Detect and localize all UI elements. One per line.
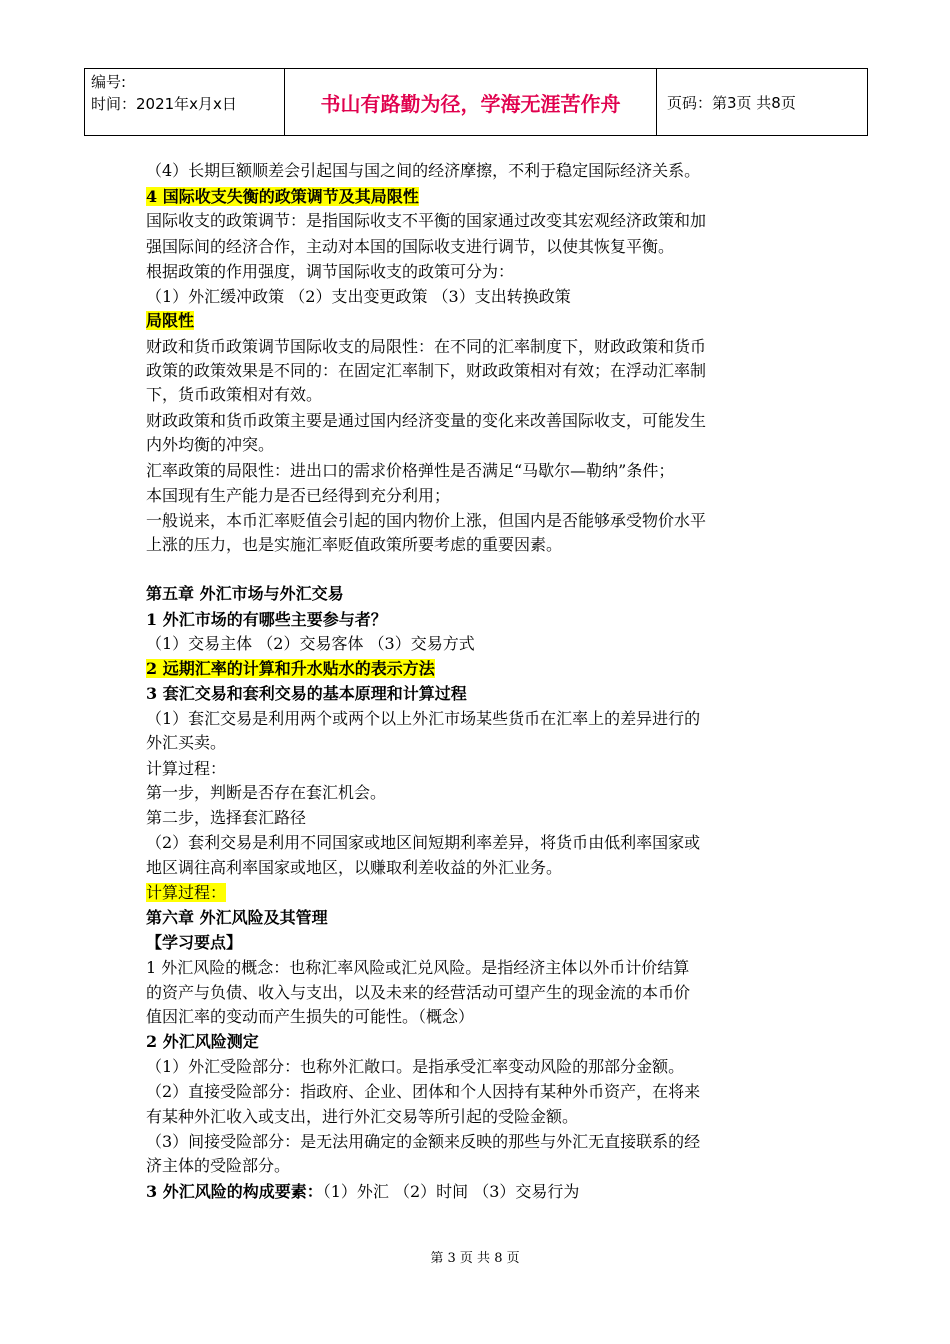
- text-line: 的资产与负债、收入与支出，以及未来的经营活动可望产生的现金流的本币价: [146, 983, 691, 1002]
- header-meta: [85, 69, 285, 135]
- text-line: 内外均衡的冲突。: [146, 435, 275, 454]
- text-line: 第一步，判断是否存在套汇机会。: [146, 783, 387, 802]
- text-line: 上涨的压力，也是实施汇率贬值政策所要考虑的重要因素。: [146, 535, 563, 554]
- text-line: （1）外汇受险部分：也称外汇敞口。是指承受汇率变动风险的那部分金额。: [146, 1057, 685, 1076]
- text-line: 济主体的受险部分。: [146, 1156, 291, 1175]
- text-line: 一般说来，本币汇率贬值会引起的国内物价上涨，但国内是否能够承受物价水平: [146, 511, 707, 530]
- number-label: 编号:: [91, 73, 127, 91]
- section-heading: 2 远期汇率的计算和升水贴水的表示方法: [146, 659, 435, 678]
- section-heading: 4 国际收支失衡的政策调节及其局限性: [146, 187, 419, 206]
- text-line: （4）长期巨额顺差会引起国与国之间的经济摩擦，不利于稳定国际经济关系。: [146, 161, 701, 180]
- header-page-label: 页码：第3页 共8页: [667, 93, 796, 112]
- text-line: 值因汇率的变动而产生损失的可能性。（概念）: [146, 1007, 475, 1026]
- text-line: 汇率政策的局限性：进出口的需求价格弹性是否满足“马歇尔—勒纳”条件；: [146, 461, 675, 480]
- header-motto: 书山有路勤为径，学海无涯苦作舟: [285, 69, 657, 135]
- text-line: （3）间接受险部分：是无法用确定的金额来反映的那些与外汇无直接联系的经: [146, 1132, 701, 1151]
- text-line: 地区调往高利率国家或地区，以赚取利差收益的外汇业务。: [146, 858, 563, 877]
- section-heading: 3 套汇交易和套利交易的基本原理和计算过程: [146, 684, 467, 703]
- section-heading: 1 外汇市场的有哪些主要参与者？: [146, 610, 387, 629]
- text-line: 本国现有生产能力是否已经得到充分利用；: [146, 486, 451, 505]
- text-line: 财政和货币政策调节国际收支的局限性：在不同的汇率制度下，财政政策和货币: [146, 337, 707, 356]
- text-line: 国际收支的政策调节：是指国际收支不平衡的国家通过改变其宏观经济政策和加: [146, 211, 707, 230]
- highlighted-text: 计算过程：: [146, 883, 227, 902]
- chapter-heading: 第六章 外汇风险及其管理: [146, 908, 328, 927]
- text-line: 财政政策和货币政策主要是通过国内经济变量的变化来改善国际收支，可能发生: [146, 411, 707, 430]
- subheading: 局限性: [146, 311, 195, 330]
- subheading: 【学习要点】: [146, 933, 243, 952]
- text-line: 强国际间的经济合作，主动对本国的国际收支进行调节，以使其恢复平衡。: [146, 237, 675, 256]
- text-line: （1）外汇缓冲政策 （2）支出变更政策 （3）支出转换政策: [146, 287, 571, 306]
- text-line: 政策的政策效果是不同的：在固定汇率制下，财政政策相对有效；在浮动汇率制: [146, 361, 707, 380]
- text-line: 1 外汇风险的概念：也称汇率风险或汇兑风险。是指经济主体以外币计价结算: [146, 958, 690, 977]
- text-line: （2）直接受险部分：指政府、企业、团体和个人因持有某种外币资产，在将来: [146, 1082, 701, 1101]
- text-line: （2）套利交易是利用不同国家或地区间短期利率差异，将货币由低利率国家或: [146, 833, 701, 852]
- page-footer: 第 3 页 共 8 页: [430, 1251, 520, 1266]
- text-line: 3 外汇风险的构成要素：（1）外汇 （2）时间 （3）交易行为: [146, 1182, 580, 1201]
- time-label: 时间：2021年x月x日: [91, 95, 237, 113]
- text-line: 有某种外汇收入或支出，进行外汇交易等所引起的受险金额。: [146, 1107, 579, 1126]
- text-line: 根据政策的作用强度，调节国际收支的政策可分为：: [146, 262, 515, 281]
- text-line: （1）套汇交易是利用两个或两个以上外汇市场某些货币在汇率上的差异进行的: [146, 709, 701, 728]
- chapter-heading: 第五章 外汇市场与外汇交易: [146, 584, 344, 603]
- text-line: （1）交易主体 （2）交易客体 （3）交易方式: [146, 634, 475, 653]
- text-line: 下，货币政策相对有效。: [146, 385, 323, 404]
- section-heading: 2 外汇风险测定: [146, 1032, 259, 1051]
- page-header: [84, 68, 868, 136]
- text-line: 外汇买卖。: [146, 733, 227, 752]
- text-line: 第二步，选择套汇路径: [146, 808, 307, 827]
- text-line: 计算过程：: [146, 759, 227, 778]
